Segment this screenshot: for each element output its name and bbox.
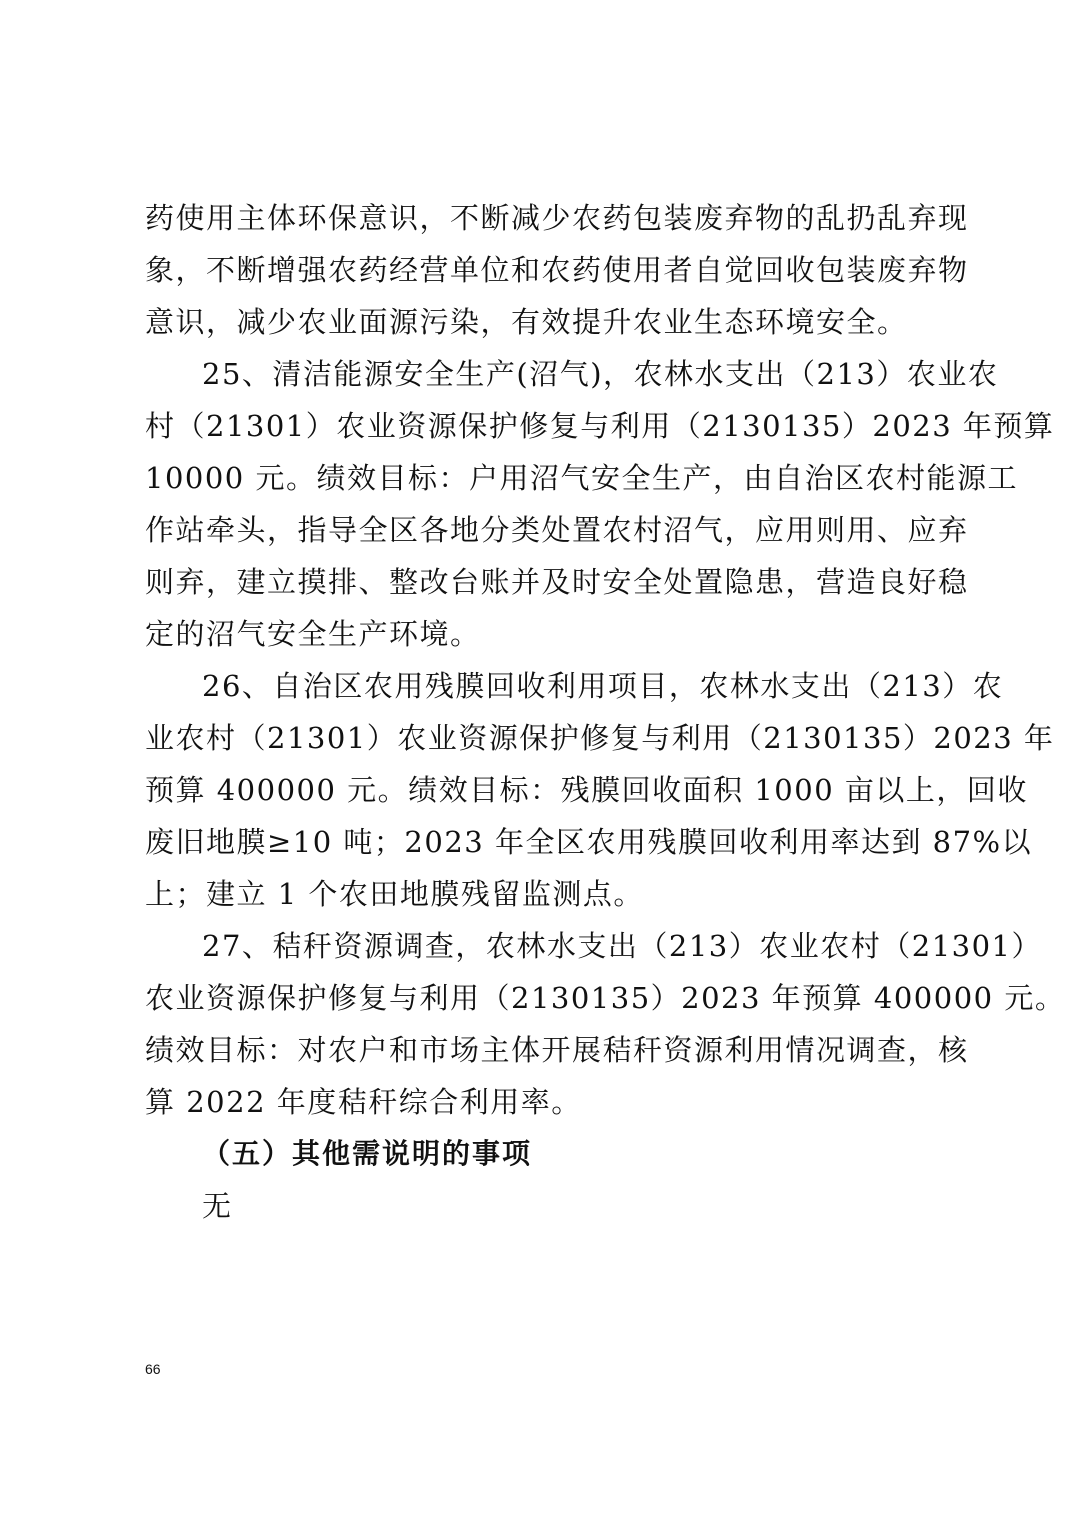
paragraph-1-line-2: 象，不断增强农药经营单位和农药使用者自觉回收包装废弃物 (145, 253, 969, 287)
paragraph-27-line-4: 算 2022 年度秸秆综合利用率。 (145, 1085, 582, 1119)
paragraph-1-line-3: 意识，减少农业面源污染，有效提升农业生态环境安全。 (145, 305, 908, 339)
section-heading: （五）其他需说明的事项 (202, 1137, 533, 1170)
paragraph-27-line-1: 27、秸秆资源调查，农林水支出（213）农业农村（21301） (202, 929, 1043, 963)
paragraph-25-line-3: 10000 元。绩效目标：户用沼气安全生产，由自治区农村能源工 (145, 461, 1018, 495)
paragraph-27-line-3: 绩效目标：对农户和市场主体开展秸秆资源利用情况调查，核 (145, 1033, 969, 1067)
paragraph-26-line-3: 预算 400000 元。绩效目标：残膜回收面积 1000 亩以上，回收 (145, 773, 1028, 807)
paragraph-26-line-5: 上；建立 1 个农田地膜残留监测点。 (145, 877, 644, 911)
paragraph-25-line-5: 则弃，建立摸排、整改台账并及时安全处置隐患，营造良好稳 (145, 565, 969, 599)
paragraph-25-line-2: 村（21301）农业资源保护修复与利用（2130135）2023 年预算 (145, 409, 1055, 443)
paragraph-26-line-4: 废旧地膜≥10 吨；2023 年全区农用残膜回收利用率达到 87%以 (145, 825, 1033, 859)
paragraph-26-line-1: 26、自治区农用残膜回收利用项目，农林水支出（213）农 (202, 669, 1004, 703)
paragraph-1-line-1: 药使用主体环保意识，不断减少农药包装废弃物的乱扔乱弃现 (145, 201, 969, 235)
paragraph-25-line-4: 作站牵头，指导全区各地分类处置农村沼气，应用则用、应弃 (145, 513, 969, 547)
paragraph-27-line-2: 农业资源保护修复与利用（2130135）2023 年预算 400000 元。 (145, 981, 1066, 1015)
page-number: 66 (145, 1361, 161, 1377)
section-body: 无 (202, 1189, 233, 1223)
paragraph-25-line-1: 25、清洁能源安全生产(沼气)，农林水支出（213）农业农 (202, 357, 999, 391)
paragraph-26-line-2: 业农村（21301）农业资源保护修复与利用（2130135）2023 年 (145, 721, 1055, 755)
paragraph-25-line-6: 定的沼气安全生产环境。 (145, 617, 481, 651)
